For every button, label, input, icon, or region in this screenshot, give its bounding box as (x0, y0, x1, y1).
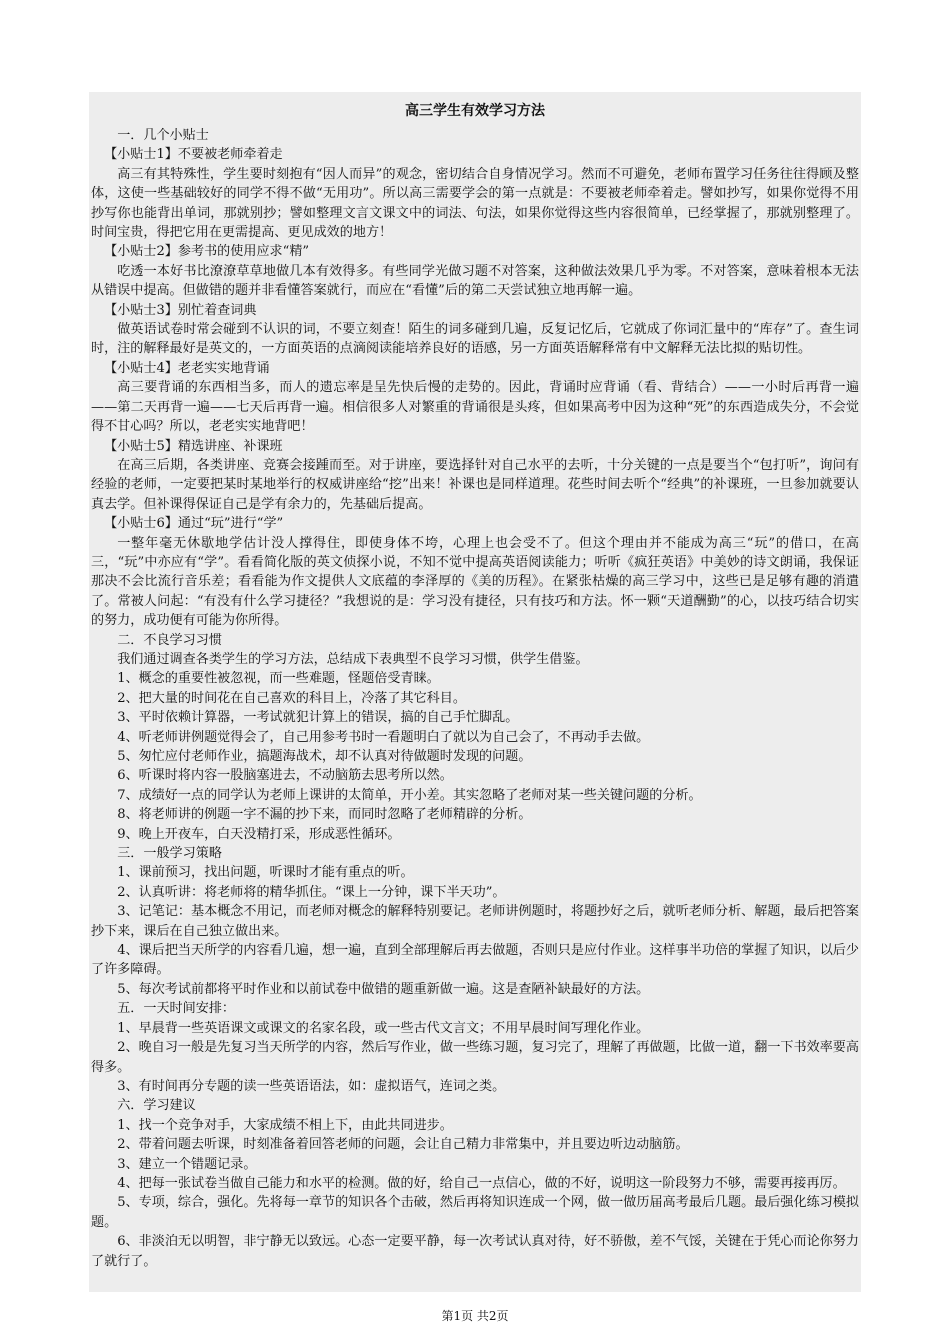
tip-heading: 【小贴士2】参考书的使用应求“精” (104, 244, 310, 260)
tip-heading: 【小贴士1】不要被老师牵着走 (104, 147, 283, 163)
list-item: 4、听老师讲例题觉得会了，自己用参考书时一看题明白了就以为自己会了，不再动手去做。 (117, 729, 650, 745)
paragraph: 高三要背诵的东西相当多，而人的遗忘率是呈先快后慢的走势的。因此，背诵时应背诵（看、背结合）——一小时后再背一遍——第二天再背一遍——七天后再背一遍。相信很多人对繁重的背诵很是头疼，但如果高考中因为这种“死”的东西造成失分，不会觉得不甘心吗？所以，老老实实地背吧！ (91, 380, 859, 435)
list-item: 3、记笔记：基本概念不用记，而老师对概念的解释特别要记。老师讲例题时，将题抄好之后，就听老师分析、解题，最后把答案抄下来，课后在自己独立做出来。 (91, 904, 859, 939)
tip-heading: 【小贴士5】精选讲座、补课班 (104, 438, 283, 454)
list-item: 8、将老师讲的例题一字不漏的抄下来，而同时忽略了老师精辟的分析。 (117, 807, 532, 823)
paragraph: 高三有其特殊性，学生要时刻抱有“因人而异”的观念，密切结合自身情况学习。然而不可避免，老师布置学习任务往往得顾及整体，这使一些基础较好的同学不得不做“无用功”。所以高三需要学会的第一点就是：不要被老师牵着走。譬如抄写，如果你觉得不用抄写你也能背出单词，那就别抄；譬如整理文言文课文中的词法、句法，如果你觉得这些内容很简单，已经掌握了，那就别整理了。时间宝贵，得把它用在更需提高、更见成效的地方！ (91, 166, 859, 241)
list-item: 5、匆忙应付老师作业，搞题海战术，却不认真对待做题时发现的问题。 (117, 749, 532, 764)
document-body (91, 126, 859, 1271)
section-heading: 六．学习建议 (117, 1098, 196, 1114)
list-item: 5、每次考试前都将平时作业和以前试卷中做错的题重新做一遍。这是查陋补缺最好的方法。 (117, 981, 650, 997)
list-item: 2、晚自习一般是先复习当天所学的内容，然后写作业，做一些练习题，复习完了，理解了再做题，比做一道，翻一下书效率要高得多。 (91, 1040, 859, 1075)
list-item: 6、听课时将内容一股脑塞进去，不动脑筋去思考所以然。 (117, 768, 453, 784)
list-item: 1、找一个竞争对手，大家成绩不相上下，由此共同进步。 (117, 1117, 453, 1133)
list-item: 6、非淡泊无以明智，非宁静无以致远。心态一定要平静，每一次考试认真对待，好不骄傲，差不气馁，关键在于凭心而论你努力了就行了。 (91, 1234, 859, 1269)
page-number: 第1页 共2页 (441, 1309, 509, 1323)
list-item: 2、带着问题去听课，时刻准备着回答老师的问题，会让自己精力非常集中，并且要边听边动脑筋。 (117, 1137, 689, 1153)
section-heading: 三．一般学习策略 (117, 846, 222, 862)
list-item: 4、课后把当天所学的内容看几遍，想一遍，直到全部理解后再去做题，否则只是应付作业。这样事半功倍的掌握了知识，以后少了许多障碍。 (91, 943, 859, 978)
document-title: 高三学生有效学习方法 (405, 103, 545, 119)
section-heading: 五．一天时间安排： (117, 1001, 236, 1017)
list-item: 7、成绩好一点的同学认为老师上课讲的太简单，开小差。其实忽略了老师对某一些关键问题的分析。 (117, 787, 702, 803)
content-area (89, 92, 861, 1292)
list-item: 1、早晨背一些英语课文或课文的名家名段，或一些古代文言文；不用早晨时间写理化作业。 (117, 1020, 650, 1036)
tip-heading: 【小贴士6】通过“玩”进行“学” (104, 516, 284, 532)
list-item: 2、认真听讲：将老师将的精华抓住。“课上一分钟，课下半天功”。 (117, 884, 506, 900)
list-item: 1、概念的重要性被忽视，而一些难题，怪题倍受青睐。 (117, 671, 440, 687)
paragraph: 在高三后期，各类讲座、竞赛会接踵而至。对于讲座，要选择针对自己水平的去听，十分关键的一点是要当个“包打听”，询问有经验的老师，一定要把某时某地举行的权威讲座给“挖”出来！补课也是同样道理。花些时间去听个“经典”的补课班，一旦参加就要认真去学。但补课得保证自己是学有余力的，先基础后提高。 (91, 457, 859, 512)
paragraph: 一整年毫无休歇地学估计没人撑得住，即使身体不垮，心理上也会受不了。但这个理由并不能成为高三“玩”的借口，在高三，“玩”中亦应有“学”。看看简化版的英文侦探小说，不知不觉中提高英语阅读能力；听听《疯狂英语》中美妙的诗文朗诵，我保证那决不会比流行音乐差；看看能为作文提供人文底蕴的李泽厚的《美的历程》。在紧张枯燥的高三学习中，这些已是足够有趣的消遣了。常被人问起：“有没有什么学习捷径？”我想说的是：学习没有捷径，只有技巧和方法。怀一颗“天道酬勤”的心，以技巧结合切实的努力，成功便有可能为你所得。 (91, 535, 859, 629)
tip-heading: 【小贴士3】别忙着查词典 (104, 302, 257, 318)
list-item: 3、有时间再分专题的读一些英语语法，如：虚拟语气，连词之类。 (117, 1078, 506, 1094)
list-item: 1、课前预习，找出问题，听课时才能有重点的听。 (117, 865, 414, 881)
list-item: 4、把每一张试卷当做自己能力和水平的检测。做的好，给自己一点信心，做的不好，说明这一阶段努力不够，需要再接再厉。 (117, 1175, 846, 1191)
paragraph: 做英语试卷时常会碰到不认识的词，不要立刻查！陌生的词多碰到几遍，反复记忆后，它就成了你词汇量中的“库存”了。查生词时，注的解释最好是英文的，一方面英语的点滴阅读能培养良好的语感，另一方面英语解释常有中文解释无法比拟的贴切性。 (91, 322, 859, 357)
list-item: 2、把大量的时间花在自己喜欢的科目上，冷落了其它科目。 (117, 690, 466, 706)
list-item: 3、建立一个错题记录。 (117, 1156, 257, 1172)
section-heading: 二．不良学习习惯 (117, 632, 222, 648)
list-item: 5、专项，综合，强化。先将每一章节的知识各个击破，然后再将知识连成一个网，做一做历届高考最后几题。最后强化练习模拟题。 (91, 1195, 859, 1230)
paragraph: 吃透一本好书比潦潦草草地做几本有效得多。有些同学光做习题不对答案，这种做法效果几乎为零。不对答案，意味着根本无法从错误中提高。但做错的题并非看懂答案就行，而应在“看懂”后的第二天尝试独立地再解一遍。 (91, 263, 859, 299)
tip-heading: 【小贴士4】老老实实地背诵 (104, 360, 270, 376)
section-heading: 一．几个小贴士 (117, 128, 209, 143)
list-item: 3、平时依赖计算器，一考试就犯计算上的错误，搞的自己手忙脚乱。 (117, 710, 519, 726)
paragraph: 我们通过调查各类学生的学习方法，总结成下表典型不良学习习惯，供学生借鉴。 (117, 651, 589, 667)
list-item: 9、晚上开夜车，白天没精打采，形成恶性循环。 (117, 826, 401, 842)
